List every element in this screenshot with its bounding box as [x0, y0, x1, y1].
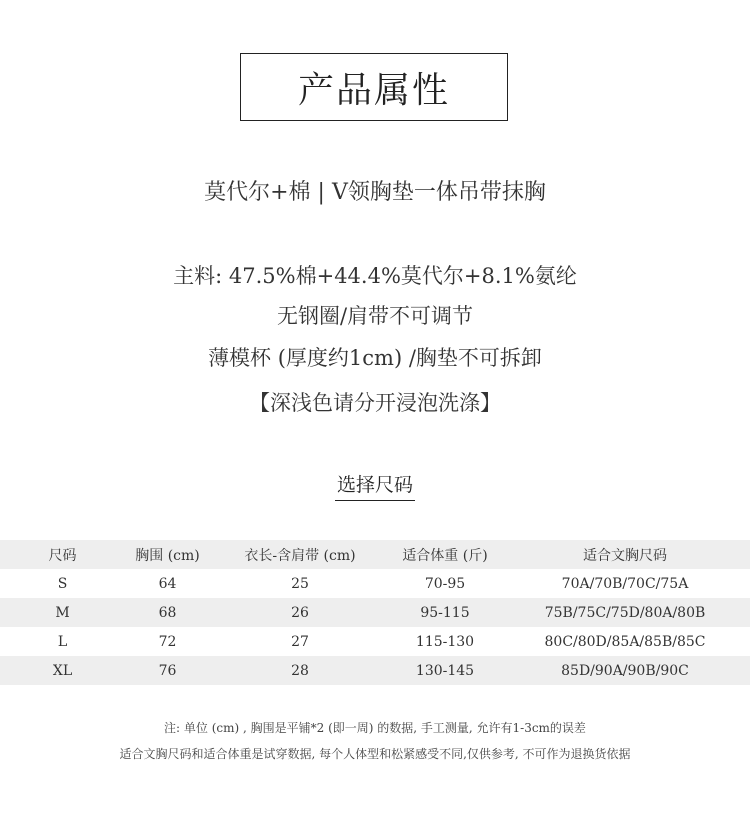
cell-weight: 95-115 — [420, 604, 470, 621]
attr-wire-strap: 无钢圈/肩带不可调节 — [276, 304, 474, 328]
attr-wash-note: 【深浅色请分开浸泡洗涤】 — [249, 391, 501, 415]
measurement-note: 注: 单位 (cm) , 胸围是平铺*2 (即一周) 的数据, 手工测量, 允许有1-3cm的误差 — [164, 721, 586, 735]
cell-size: L — [57, 633, 68, 650]
cell-size: XL — [52, 662, 73, 679]
fit-disclaimer-note: 适合文胸尺码和适合体重是试穿数据, 每个人体型和松紧感受不同,仅供参考, 不可作为退换货依据 — [119, 747, 631, 761]
cell-size: M — [55, 604, 70, 621]
header-weight: 适合体重 (斤) — [402, 547, 488, 564]
table-row — [0, 627, 750, 656]
table-row — [0, 569, 750, 598]
cell-weight: 70-95 — [424, 575, 466, 592]
cell-weight: 115-130 — [415, 633, 475, 650]
cell-length: 25 — [291, 575, 309, 592]
cell-length: 28 — [291, 662, 309, 679]
header-length: 衣长-含肩带 (cm) — [244, 547, 356, 564]
table-row — [0, 598, 750, 627]
cell-bra-size: 85D/90A/90B/90C — [561, 662, 689, 679]
cell-bra-size: 75B/75C/75D/80A/80B — [544, 604, 706, 621]
cell-bra-size: 70A/70B/70C/75A — [561, 575, 689, 592]
cell-length: 26 — [291, 604, 309, 621]
header-bra-size: 适合文胸尺码 — [583, 547, 667, 564]
table-row — [0, 656, 750, 685]
size-table-header-row — [0, 540, 750, 569]
product-attributes-title — [240, 53, 508, 121]
title-text: 产品属性 — [297, 69, 450, 111]
header-bust: 胸围 (cm) — [135, 547, 200, 564]
size-section-heading — [0, 470, 750, 501]
cell-bust: 76 — [158, 662, 177, 679]
attr-cup-pad: 薄模杯 (厚度约1cm) /胸垫不可拆卸 — [208, 346, 542, 370]
cell-weight: 130-145 — [415, 662, 475, 679]
size-heading-text: 选择尺码 — [335, 470, 415, 501]
header-size: 尺码 — [48, 547, 77, 564]
product-subtitle: 莫代尔+棉 | V领胸垫一体吊带抹胸 — [204, 180, 546, 205]
size-table — [0, 540, 750, 685]
cell-bust: 64 — [158, 575, 177, 592]
attr-material: 主料: 47.5%棉+44.4%莫代尔+8.1%氨纶 — [173, 264, 577, 288]
cell-bra-size: 80C/80D/85A/85B/85C — [544, 633, 706, 650]
cell-size: S — [57, 575, 68, 592]
cell-bust: 72 — [158, 633, 177, 650]
cell-length: 27 — [291, 633, 309, 650]
cell-bust: 68 — [158, 604, 177, 621]
